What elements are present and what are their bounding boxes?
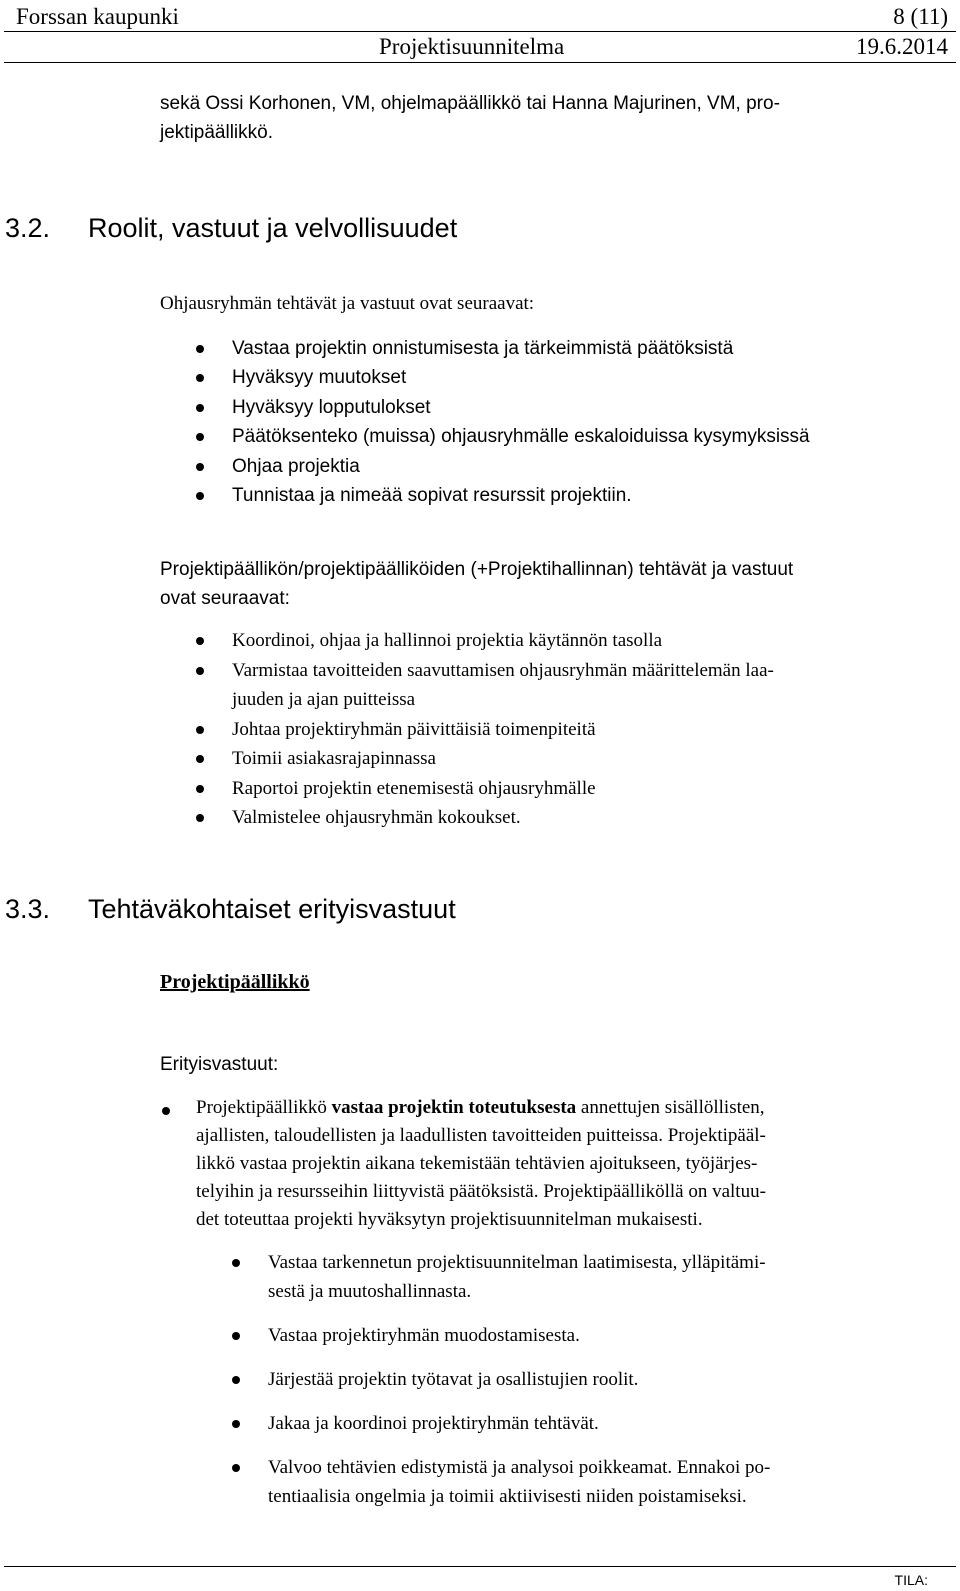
- document-date: 19.6.2014: [856, 34, 948, 59]
- pm-para-line-1: Projektipäällikkö vastaa projektin toteutuksesta annettujen sisällöllisten,: [196, 1097, 765, 1118]
- pm-intro-line-2: ovat seuraavat:: [160, 588, 290, 609]
- bullet-icon: [196, 785, 204, 793]
- list-item: Vastaa tarkennetun projektisuunnitelman laatimisesta, ylläpitämi-: [268, 1248, 770, 1277]
- organization-name: Forssan kaupunki: [16, 4, 179, 29]
- list-item-continuation: tentiaalisia ongelmia ja toimii aktiivisesti niiden poistamiseksi.: [268, 1486, 747, 1507]
- pm-para-line-5: det toteuttaa projekti hyväksytyn projektisuunnitelman mukaisesti.: [196, 1209, 703, 1230]
- bullet-icon: [196, 814, 204, 822]
- steering-list: [232, 334, 810, 510]
- list-item: Tunnistaa ja nimeää sopivat resurssit projektiin.: [232, 481, 810, 510]
- bullet-icon: [162, 1107, 170, 1115]
- section-3-3-heading: [5, 893, 456, 925]
- list-item: Jakaa ja koordinoi projektiryhmän tehtävät.: [268, 1409, 770, 1438]
- list-item: Päätöksenteko (muissa) ohjausryhmälle eskaloiduissa kysymyksissä: [232, 422, 810, 451]
- steering-intro: Ohjausryhmän tehtävät ja vastuut ovat seuraavat:: [160, 293, 535, 314]
- intro-line-1: sekä Ossi Korhonen, VM, ohjelmapäällikkö tai Hanna Majurinen, VM, pro-: [160, 93, 780, 114]
- list-item: Hyväksyy muutokset: [232, 363, 810, 392]
- list-item: Valvoo tehtävien edistymistä ja analysoi poikkeamat. Ennakoi po-: [268, 1453, 770, 1482]
- intro-paragraph: [160, 89, 940, 147]
- subheading-project-manager: Projektipäällikkö: [160, 971, 310, 993]
- header-rule-bottom: [4, 62, 956, 63]
- list-item: Hyväksyy lopputulokset: [232, 393, 810, 422]
- bullet-icon: [232, 1464, 240, 1472]
- bullet-icon: [232, 1332, 240, 1340]
- bullet-icon: [232, 1259, 240, 1267]
- section-3-3-title: Tehtäväkohtaiset erityisvastuut: [88, 894, 456, 924]
- bullet-icon: [196, 726, 204, 734]
- bullet-icon: [196, 345, 204, 353]
- section-3-2-title: Roolit, vastuut ja velvollisuudet: [88, 213, 458, 243]
- header-rule-top: [4, 31, 956, 32]
- bullet-icon: [232, 1420, 240, 1428]
- pm-para-line-2: ajallisten, taloudellisten ja laadullisten tavoitteiden puitteissa. Projektipääl-: [196, 1125, 766, 1146]
- footer-rule: [4, 1566, 956, 1567]
- page-header-top: [4, 3, 956, 31]
- pm-intro: [160, 555, 940, 613]
- list-item: Raportoi projektin etenemisestä ohjausryhmälle: [232, 774, 774, 804]
- list-item: Järjestää projektin työtavat ja osallistujien roolit.: [268, 1365, 770, 1394]
- page-number: 8 (11): [893, 4, 948, 29]
- intro-line-2: jektipäällikkö.: [160, 122, 273, 143]
- list-item-continuation: juuden ja ajan puitteissa: [232, 689, 416, 710]
- section-3-2-number: 3.2.: [5, 213, 51, 243]
- section-3-3-number: 3.3.: [5, 894, 51, 924]
- bullet-icon: [196, 667, 204, 675]
- document-title: Projektisuunnitelma: [379, 34, 565, 59]
- list-item: Valmistelee ohjausryhmän kokoukset.: [232, 803, 774, 833]
- bullet-icon: [196, 404, 204, 412]
- list-item: Ohjaa projektia: [232, 452, 810, 481]
- list-item: Vastaa projektin onnistumisesta ja tärkeimmistä päätöksistä: [232, 334, 810, 363]
- emphasis-text: vastaa projektin toteutuksesta: [331, 1097, 577, 1118]
- bullet-icon: [196, 755, 204, 763]
- pm-list: [232, 626, 774, 833]
- pm-para-line-4: telyihin ja resursseihin liittyvistä päätöksistä. Projektipäälliköllä on valtuu-: [196, 1181, 766, 1202]
- page-header-bottom: [4, 33, 956, 61]
- bullet-icon: [196, 492, 204, 500]
- pm-intro-line-1: Projektipäällikön/projektipäälliköiden (+Projektihallinnan) tehtävät ja vastuut: [160, 559, 794, 580]
- list-item: Johtaa projektiryhmän päivittäisiä toimenpiteitä: [232, 715, 774, 745]
- bullet-icon: [196, 463, 204, 471]
- bullet-icon: [232, 1376, 240, 1384]
- pm-sub-list: [268, 1248, 770, 1511]
- list-item-continuation: sestä ja muutoshallinnasta.: [268, 1281, 472, 1302]
- bullet-icon: [196, 374, 204, 382]
- list-item: Varmistaa tavoitteiden saavuttamisen ohjausryhmän määrittelemän laa-: [232, 656, 774, 686]
- bullet-icon: [196, 637, 204, 645]
- section-3-2-heading: [5, 212, 458, 244]
- list-item: Koordinoi, ohjaa ja hallinnoi projektia käytännön tasolla: [232, 626, 774, 656]
- list-item: Vastaa projektiryhmän muodostamisesta.: [268, 1321, 770, 1350]
- pm-main-paragraph: [196, 1094, 946, 1234]
- pm-para-line-3: likkö vastaa projektin aikana tekemistään tehtävien ajoitukseen, työjärjes-: [196, 1153, 758, 1174]
- bullet-icon: [196, 433, 204, 441]
- status-label: TILA:: [894, 1572, 928, 1588]
- list-item: Toimii asiakasrajapinnassa: [232, 744, 774, 774]
- special-responsibilities-label: Erityisvastuut:: [160, 1054, 279, 1075]
